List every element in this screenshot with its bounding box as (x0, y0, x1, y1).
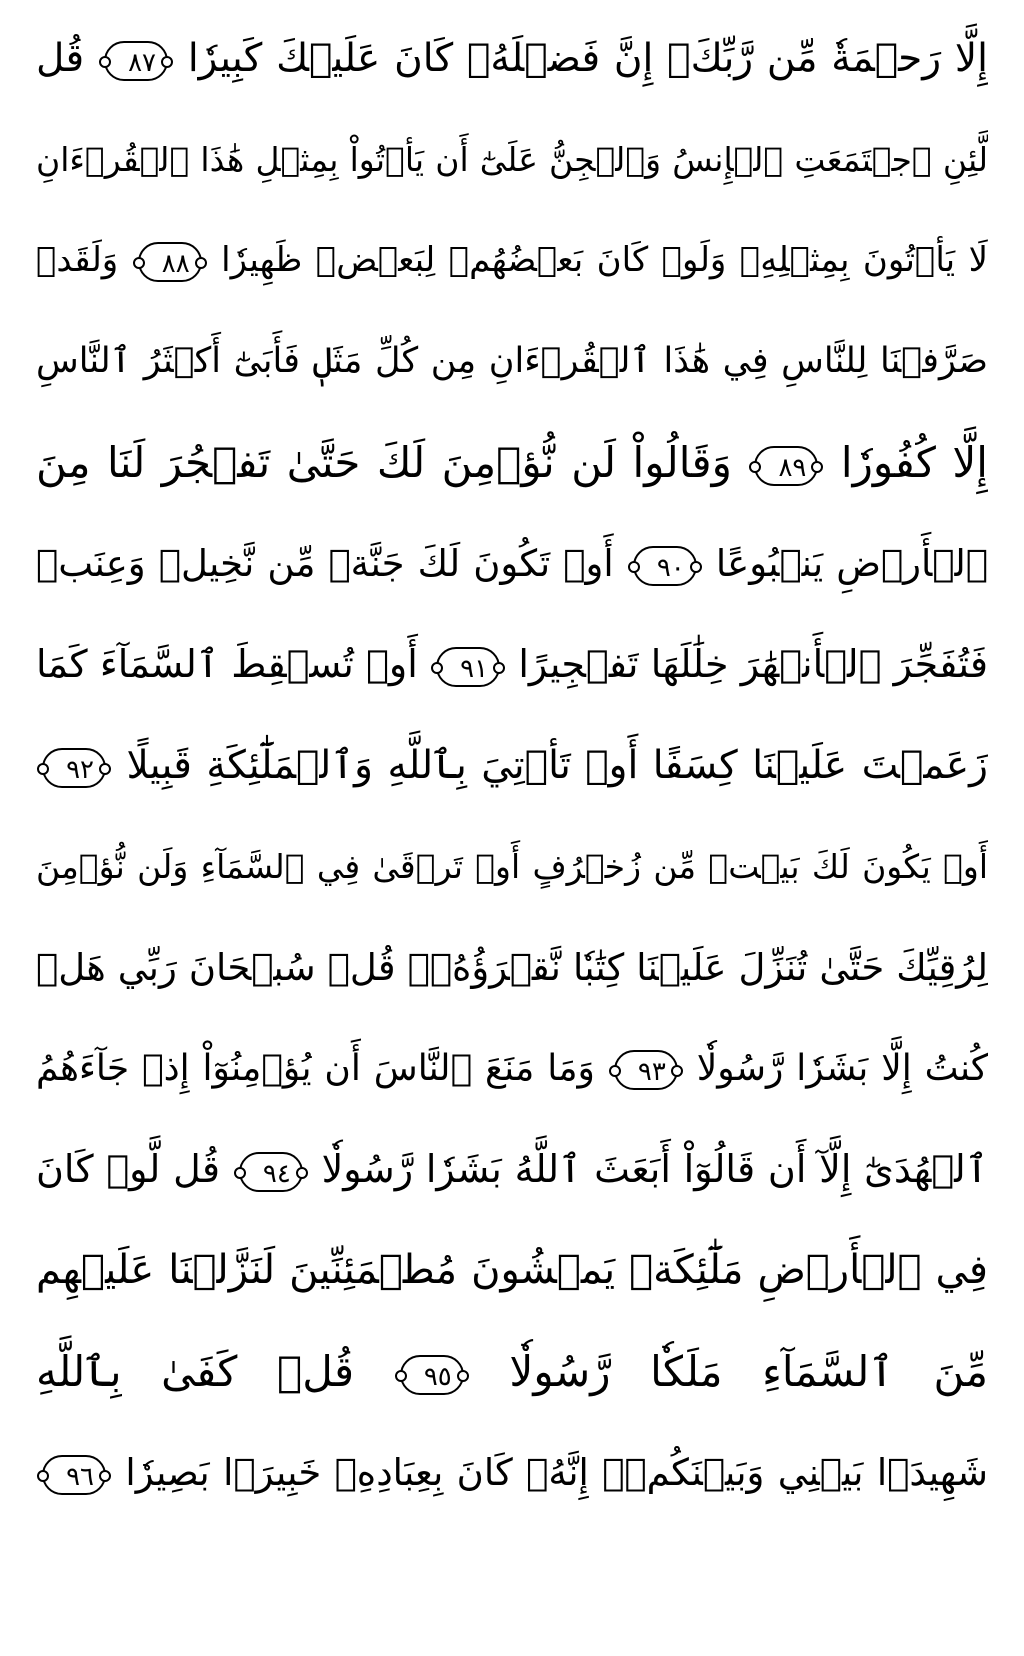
line-text: أَوۡ تُسۡقِطَ ٱلسَّمَآءَ كَمَا (36, 642, 418, 686)
text-line-9 (36, 816, 988, 917)
text-line-2 (36, 109, 988, 210)
text-line-1 (36, 8, 988, 109)
line-text: إِلَّا رَحۡمَةٗ مِّن رَّبِّكَۚ إِنَّ فَضۡلَهُۥ كَانَ عَلَيۡكَ كَبِيرٗا (187, 36, 988, 81)
text-line-15 (36, 1422, 988, 1523)
text-line-7 (36, 614, 988, 715)
text-line-11 (36, 1018, 988, 1119)
line-text: لَّئِنِ ٱجۡتَمَعَتِ ٱلۡإِنسُ وَٱلۡجِنُّ عَلَىٰٓ أَن يَأۡتُواْ بِمِثۡلِ هَٰذَا ٱلۡقُرۡءَانِ (36, 140, 988, 179)
line-text: لَا يَأۡتُونَ بِمِثۡلِهِۦ وَلَوۡ كَانَ بَعۡضُهُمۡ لِبَعۡضٖ ظَهِيرٗا (221, 240, 988, 280)
line-text: كُنتُ إِلَّا بَشَرٗا رَّسُولٗا (696, 1048, 988, 1089)
line-text: زَعَمۡتَ عَلَيۡنَا كِسَفًا أَوۡ تَأۡتِيَ بِٱللَّهِ وَٱلۡمَلَٰٓئِكَةِ قَبِيلًا (126, 743, 988, 788)
line-text: وَمَا مَنَعَ ٱلنَّاسَ أَن يُؤۡمِنُوٓاْ إِذۡ جَآءَهُمُ (36, 1048, 595, 1089)
text-line-3 (36, 210, 988, 311)
line-text: ٱلۡهُدَىٰٓ إِلَّآ أَن قَالُوٓاْ أَبَعَثَ ٱللَّهُ بَشَرٗا رَّسُولٗا (321, 1147, 988, 1191)
text-line-10 (36, 917, 988, 1018)
ayah-number-marker: ٩٠ (633, 546, 697, 586)
line-text: ٱلۡأَرۡضِ يَنۢبُوعًا (715, 542, 988, 585)
ayah-number-marker: ٨٨ (138, 242, 202, 282)
ayah-number-marker: ٩٥ (400, 1355, 464, 1395)
line-text: وَلَقَدۡ (36, 240, 119, 280)
text-line-14 (36, 1321, 988, 1422)
ayah-number-marker: ٨٧ (104, 41, 168, 81)
ayah-number-marker: ٩١ (436, 647, 500, 687)
text-line-4 (36, 311, 988, 412)
line-text: قُل (36, 36, 85, 81)
ayah-number-marker: ٨٩ (754, 446, 818, 486)
text-line-8 (36, 715, 988, 816)
text-line-5 (36, 412, 988, 513)
line-text: وَقَالُواْ لَن نُّؤۡمِنَ لَكَ حَتَّىٰ تَفۡجُرَ لَنَا مِنَ (36, 438, 732, 487)
line-text: فَتُفَجِّرَ ٱلۡأَنۡهَٰرَ خِلَٰلَهَا تَفۡجِيرًا (518, 642, 988, 686)
ayah-number-marker: ٩٦ (42, 1455, 106, 1495)
line-text: فِي ٱلۡأَرۡضِ مَلَٰٓئِكَةٞ يَمۡشُونَ مُطۡمَئِنِّينَ لَنَزَّلۡنَا عَلَيۡهِم (36, 1247, 988, 1293)
line-text: مِّنَ ٱلسَّمَآءِ مَلَكٗا رَّسُولٗا (509, 1347, 988, 1396)
ayah-number-marker: ٩٢ (42, 748, 106, 788)
text-line-12 (36, 1119, 988, 1220)
line-text: أَوۡ تَكُونَ لَكَ جَنَّةٞ مِّن نَّخِيلٖ وَعِنَبٖ (36, 542, 614, 585)
line-text: قُلۡ كَفَىٰ بِٱللَّهِ (36, 1347, 355, 1396)
line-text: إِلَّا كُفُورٗا (840, 438, 988, 487)
ayah-number-marker: ٩٣ (614, 1050, 678, 1090)
ayah-number-marker: ٩٤ (239, 1152, 303, 1192)
line-text: أَوۡ يَكُونَ لَكَ بَيۡتٞ مِّن زُخۡرُفٍ أَوۡ تَرۡقَىٰ فِي ٱلسَّمَآءِ وَلَن نُّؤۡمِنَ (36, 847, 988, 886)
line-text: شَهِيدَۢا بَيۡنِي وَبَيۡنَكُمۡۚ إِنَّهُۥ كَانَ بِعِبَادِهِۦ خَبِيرَۢا بَصِيرٗا (125, 1451, 988, 1494)
line-text: صَرَّفۡنَا لِلنَّاسِ فِي هَٰذَا ٱلۡقُرۡءَانِ مِن كُلِّ مَثَلٖ فَأَبَىٰٓ أَكۡثَرُ ٱلنَّاسِ (36, 341, 988, 381)
text-line-13 (36, 1220, 988, 1321)
text-line-6 (36, 513, 988, 614)
line-text: لِرُقِيِّكَ حَتَّىٰ تُنَزِّلَ عَلَيۡنَا كِتَٰبٗا نَّقۡرَؤُهُۥۗ قُلۡ سُبۡحَانَ رَبِّي هَلۡ (36, 946, 988, 989)
line-text: قُل لَّوۡ كَانَ (36, 1147, 221, 1191)
